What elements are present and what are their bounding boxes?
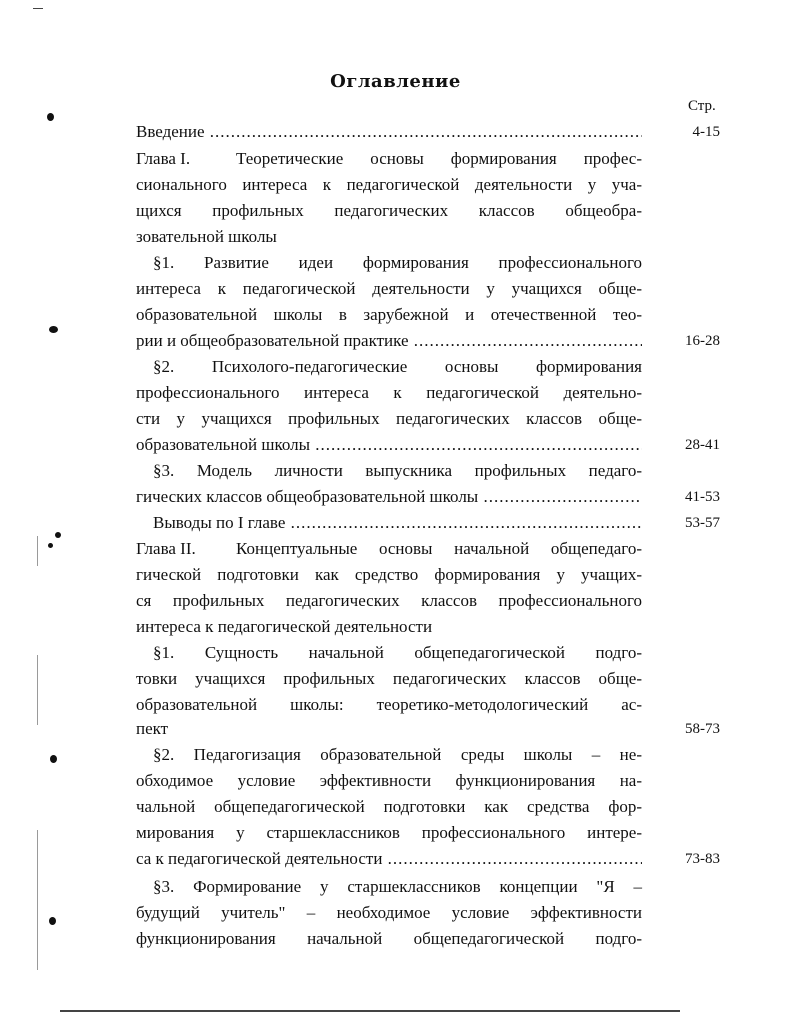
scan-margin-line [37, 655, 38, 725]
section-1-2-line: профессионального интереса к педагогической деятельно- [136, 383, 642, 402]
chapter-1-line: зовательной школы [136, 227, 277, 246]
section-2-2-line: §2. Педагогизация образовательной среды школы – не- [153, 745, 642, 764]
section-2-2-line: обходимое условие эффективности функционирования на- [136, 771, 642, 790]
section-2-2-line: чальной общепедагогической подготовки как средства фор- [136, 797, 642, 816]
chapter-1-line: сионального интереса к педагогической деятельности у уча- [136, 175, 642, 194]
section-2-3-line: §3. Формирование у старшеклассников концепции "Я – [153, 877, 642, 896]
scan-margin-line [37, 536, 38, 566]
chapter-1-line: Теоретические основы формирования профес- [236, 149, 642, 168]
section-2-1-line: пект [136, 719, 169, 738]
section-1-3-line: §3. Модель личности выпускника профильных педаго- [153, 461, 642, 480]
chapter-2-line: интереса к педагогической деятельности [136, 617, 433, 636]
scan-dot [49, 917, 56, 925]
toc-pages-1-1: 16-28 [685, 333, 720, 349]
scan-top-tick [33, 8, 43, 9]
toc-entry-intro: Введение ..... [136, 120, 642, 144]
chapter-1-label: Глава I. [136, 149, 191, 168]
chapter-1-line: щихся профильных педагогических классов общеобра- [136, 201, 642, 220]
chapter-2-line: ся профильных педагогических классов профессионального [136, 591, 642, 610]
toc-pages-1-3: 41-53 [685, 489, 720, 505]
section-1-2-line: образовательной школы ..... [136, 433, 642, 457]
chapter-2-heading [136, 537, 642, 561]
section-2-1-line: образовательной школы: теоретико-методологический ас- [136, 695, 642, 714]
scan-dot [48, 543, 53, 548]
section-1-3-line: гических классов общеобразовательной школы ..... [136, 485, 642, 509]
section-1-1-line: интереса к педагогической деятельности у учащихся обще- [136, 279, 642, 298]
toc-pages-intro: 4-15 [692, 124, 720, 140]
chapter-2-line: гической подготовки как средство формирования у учащих- [136, 565, 642, 584]
toc-entry-conclusions: Выводы по I главе ..... [153, 511, 642, 535]
chapter-2-label: Глава II. [136, 539, 196, 558]
chapter-1-heading [136, 147, 642, 171]
scan-dot [50, 755, 57, 763]
toc-pages-2-2: 73-83 [685, 851, 720, 867]
section-2-2-line: са к педагогической деятельности ..... [136, 847, 642, 871]
section-2-2-line: мирования у старшеклассников профессионального интере- [136, 823, 642, 842]
page-title: Оглавление [330, 71, 461, 92]
scan-bottom-edge [60, 1010, 680, 1012]
section-2-1-line: §1. Сущность начальной общепедагогической подго- [153, 643, 642, 662]
chapter-2-line: Концептуальные основы начальной общепедаго- [236, 539, 642, 558]
scan-dot [49, 326, 58, 333]
section-2-3-line: функционирования начальной общепедагогической подго- [136, 929, 642, 948]
section-2-3-line: будущий учитель" – необходимое условие эффективности [136, 903, 642, 922]
section-1-1-line: рии и общеобразовательной практике ..... [136, 329, 642, 353]
scan-margin-line [37, 830, 38, 970]
section-1-1-line: образовательной школы в зарубежной и отечественной тео- [136, 305, 642, 324]
toc-pages-conclusions: 53-57 [685, 515, 720, 531]
scan-dot [47, 113, 54, 121]
pages-column-label: Стр. [688, 98, 716, 114]
section-1-2-line: сти у учащихся профильных педагогических классов обще- [136, 409, 642, 428]
section-1-2-line: §2. Психолого-педагогические основы формирования [153, 357, 642, 376]
scan-dot [55, 532, 61, 538]
toc-pages-2-1: 58-73 [685, 721, 720, 737]
section-1-1-line: §1. Развитие идеи формирования профессионального [153, 253, 642, 272]
section-2-1-line: товки учащихся профильных педагогических классов обще- [136, 669, 642, 688]
toc-pages-1-2: 28-41 [685, 437, 720, 453]
